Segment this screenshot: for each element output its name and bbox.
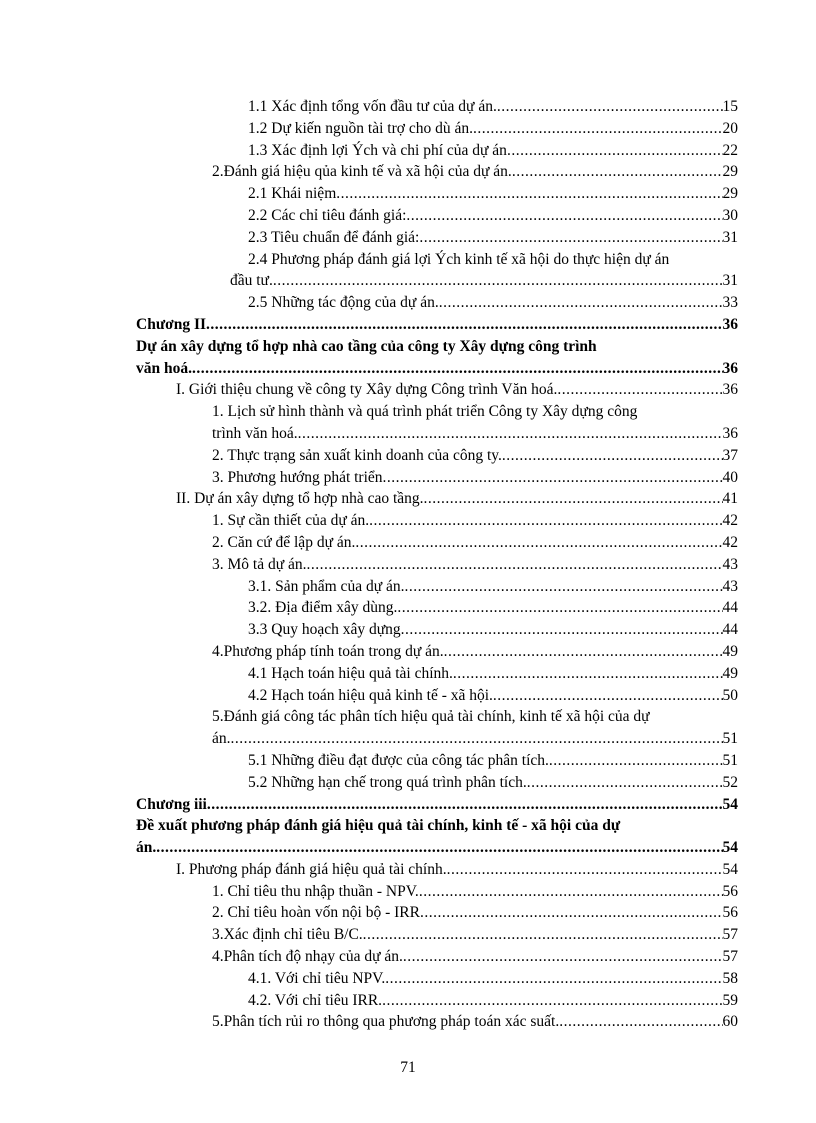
toc-line bbox=[192, 990, 738, 1012]
toc-page-number: 40 bbox=[722, 468, 738, 486]
toc-leader-dots bbox=[502, 445, 723, 467]
toc-leader-dots bbox=[382, 990, 722, 1012]
toc-line bbox=[174, 706, 738, 728]
toc-leader-dots bbox=[385, 968, 722, 990]
toc-line bbox=[174, 902, 738, 924]
toc-title: đầu tư. bbox=[230, 272, 273, 290]
toc-leader-dots bbox=[447, 859, 723, 881]
toc-page-number: 43 bbox=[722, 577, 738, 595]
toc-leader-dots bbox=[424, 488, 723, 510]
toc-title: 1. Chỉ tiêu thu nhập thuần - NPV. bbox=[212, 882, 419, 900]
toc-entry bbox=[136, 772, 738, 794]
toc-line bbox=[192, 597, 738, 619]
toc-page-number: 42 bbox=[722, 512, 738, 530]
toc-title: 2.3 Tiêu chuẩn để đánh giá: bbox=[248, 228, 420, 246]
toc-line bbox=[174, 924, 738, 946]
toc-title: 4.2. Với chỉ tiêu IRR. bbox=[248, 991, 383, 1009]
toc-chapter-entry bbox=[136, 815, 738, 859]
toc-chapter-entry bbox=[136, 314, 738, 336]
toc-entry bbox=[136, 902, 738, 924]
toc-leader-dots bbox=[404, 576, 722, 598]
toc-line bbox=[136, 837, 738, 859]
toc-line bbox=[192, 249, 738, 271]
toc-line bbox=[192, 292, 738, 314]
toc-title: trình văn hoá. bbox=[212, 424, 298, 442]
toc-line bbox=[136, 794, 738, 816]
toc-line bbox=[174, 532, 738, 554]
toc-page-number: 33 bbox=[722, 294, 738, 312]
toc-page-number: 54 bbox=[722, 839, 738, 857]
toc-page-number: 30 bbox=[722, 206, 738, 224]
toc-page-number: 57 bbox=[722, 948, 738, 966]
toc-entry bbox=[136, 946, 738, 968]
toc-chapter-entry bbox=[136, 794, 738, 816]
toc-title: 2.4 Phương pháp đánh giá lợi Ých kinh tế xã hội do thực hiện dự án bbox=[248, 250, 670, 268]
toc-title: 2.5 Những tác động của dự án. bbox=[248, 294, 439, 312]
toc-entry bbox=[136, 445, 738, 467]
toc-entry bbox=[136, 554, 738, 576]
toc-line bbox=[192, 270, 738, 292]
toc-title: I. Giới thiệu chung về công ty Xây dựng Công trình Văn hoá. bbox=[176, 381, 558, 399]
toc-entry bbox=[136, 619, 738, 641]
toc-leader-dots bbox=[453, 663, 723, 685]
page-number: 71 bbox=[400, 1059, 416, 1076]
toc-page-number: 51 bbox=[722, 730, 738, 748]
toc-leader-dots bbox=[403, 946, 723, 968]
toc-page-number: 29 bbox=[722, 185, 738, 203]
toc-entry bbox=[136, 706, 738, 750]
toc-page-number: 44 bbox=[722, 599, 738, 617]
toc-title: 5.Phân tích rủi ro thông qua phương pháp toán xác suất. bbox=[212, 1013, 560, 1031]
toc-title: 3.3 Quy hoạch xây dựng bbox=[248, 621, 401, 639]
toc-title: Dự án xây dựng tổ hợp nhà cao tầng của công ty Xây dựng công trình bbox=[136, 337, 597, 355]
toc-line bbox=[174, 401, 738, 423]
toc-line bbox=[136, 358, 738, 380]
toc-title: 2. Thực trạng sản xuất kinh doanh của công ty. bbox=[212, 446, 502, 464]
toc-leader-dots bbox=[527, 772, 723, 794]
toc-page-number: 57 bbox=[722, 926, 738, 944]
toc-page-number: 49 bbox=[722, 642, 738, 660]
toc-page-number: 51 bbox=[722, 751, 738, 769]
toc-line bbox=[174, 728, 738, 750]
toc-entry bbox=[136, 1011, 738, 1033]
toc-title: 1.1 Xác định tổng vốn đầu tư của dự án. bbox=[248, 98, 497, 115]
toc-entry bbox=[136, 859, 738, 881]
toc-page-number: 49 bbox=[722, 664, 738, 682]
toc-title: 1. Lịch sử hình thành và quá trình phát triển Công ty Xây dựng công bbox=[212, 403, 638, 421]
toc-leader-dots bbox=[419, 227, 722, 249]
toc-title: 3.2. Địa điểm xây dùng. bbox=[248, 599, 398, 617]
toc-leader-dots bbox=[473, 118, 723, 140]
toc-leader-dots bbox=[355, 532, 722, 554]
toc-title: 1.3 Xác định lợi Ých và chi phí của dự án bbox=[248, 141, 507, 159]
toc-line bbox=[192, 118, 738, 140]
toc-title: II. Dự án xây dựng tổ hợp nhà cao tầng. bbox=[176, 490, 424, 508]
toc-entry bbox=[136, 663, 738, 685]
toc-leader-dots bbox=[273, 270, 723, 292]
toc-entry bbox=[136, 968, 738, 990]
toc-page-number: 29 bbox=[722, 163, 738, 181]
toc-page-number: 31 bbox=[722, 272, 738, 290]
toc-entry bbox=[136, 227, 738, 249]
toc-leader-dots bbox=[207, 794, 723, 816]
toc-entry bbox=[136, 140, 738, 162]
toc-title: 4.Phương pháp tính toán trong dự án. bbox=[212, 642, 444, 660]
toc-leader-dots bbox=[156, 837, 722, 859]
toc-leader-dots bbox=[363, 924, 723, 946]
toc-leader-dots bbox=[369, 510, 722, 532]
toc-page-number: 36 bbox=[722, 359, 738, 377]
toc-title: 3. Mô tả dự án. bbox=[212, 555, 307, 573]
toc-leader-dots bbox=[419, 881, 723, 903]
toc-page-number: 50 bbox=[722, 686, 738, 704]
table-of-contents bbox=[136, 96, 738, 1033]
toc-line bbox=[192, 140, 738, 162]
toc-entry bbox=[136, 118, 738, 140]
toc-page-number: 52 bbox=[722, 773, 738, 791]
toc-title: Chương iii bbox=[136, 795, 207, 813]
toc-title: 3.1. Sản phẩm của dự án. bbox=[248, 577, 405, 595]
toc-line bbox=[192, 663, 738, 685]
toc-leader-dots bbox=[420, 902, 723, 924]
toc-entry bbox=[136, 510, 738, 532]
toc-entry bbox=[136, 401, 738, 445]
toc-title: 4.1. Với chỉ tiêu NPV. bbox=[248, 969, 386, 987]
toc-chapter-entry bbox=[136, 336, 738, 380]
toc-entry bbox=[136, 205, 738, 227]
toc-entry bbox=[136, 292, 738, 314]
toc-leader-dots bbox=[549, 750, 723, 772]
toc-line bbox=[192, 205, 738, 227]
toc-title: 4.1 Hạch toán hiệu quả tài chính. bbox=[248, 664, 453, 682]
toc-leader-dots bbox=[497, 96, 723, 118]
toc-leader-dots bbox=[559, 1011, 722, 1033]
toc-line bbox=[174, 161, 738, 183]
toc-page-number: 54 bbox=[722, 795, 738, 813]
toc-entry bbox=[136, 576, 738, 598]
toc-line bbox=[136, 815, 738, 837]
toc-line bbox=[192, 576, 738, 598]
toc-leader-dots bbox=[192, 358, 723, 380]
toc-line bbox=[192, 772, 738, 794]
toc-line bbox=[156, 488, 738, 510]
toc-entry bbox=[136, 924, 738, 946]
toc-leader-dots bbox=[439, 292, 723, 314]
toc-line bbox=[174, 445, 738, 467]
toc-entry bbox=[136, 532, 738, 554]
toc-line bbox=[174, 641, 738, 663]
toc-leader-dots bbox=[401, 619, 723, 641]
toc-entry bbox=[136, 96, 738, 118]
toc-leader-dots bbox=[231, 728, 723, 750]
toc-title: I. Phương pháp đánh giá hiệu quả tài chính. bbox=[176, 860, 447, 878]
toc-page-number: 36 bbox=[722, 315, 738, 333]
toc-title: 5.1 Những điều đạt được của công tác phân tích. bbox=[248, 751, 549, 769]
toc-title: 4.2 Hạch toán hiệu quả kinh tế - xã hội. bbox=[248, 686, 493, 704]
toc-line bbox=[136, 336, 738, 358]
toc-entry bbox=[136, 488, 738, 510]
toc-title: án. bbox=[212, 730, 231, 748]
toc-page-number: 36 bbox=[722, 381, 738, 399]
toc-line bbox=[174, 467, 738, 489]
toc-line bbox=[174, 554, 738, 576]
toc-page-number: 37 bbox=[722, 446, 738, 464]
toc-leader-dots bbox=[383, 467, 723, 489]
toc-title: 2. Chỉ tiêu hoàn vốn nội bộ - IRR bbox=[212, 904, 420, 922]
toc-entry bbox=[136, 641, 738, 663]
toc-page-number: 43 bbox=[722, 555, 738, 573]
toc-entry bbox=[136, 183, 738, 205]
toc-leader-dots bbox=[336, 183, 722, 205]
toc-title: 4.Phân tích độ nhạy của dự án. bbox=[212, 948, 403, 966]
toc-line bbox=[192, 227, 738, 249]
toc-leader-dots bbox=[557, 379, 722, 401]
toc-page-number: 22 bbox=[722, 141, 738, 159]
toc-line bbox=[192, 619, 738, 641]
toc-page-number: 31 bbox=[722, 228, 738, 246]
toc-entry bbox=[136, 249, 738, 293]
toc-entry bbox=[136, 685, 738, 707]
toc-line bbox=[156, 379, 738, 401]
toc-page-number: 60 bbox=[722, 1013, 738, 1031]
toc-title: 2.1 Khái niệm bbox=[248, 185, 337, 203]
toc-line bbox=[174, 881, 738, 903]
toc-leader-dots bbox=[397, 597, 722, 619]
toc-page-number: 44 bbox=[722, 621, 738, 639]
toc-page-number: 59 bbox=[722, 991, 738, 1009]
toc-title: 5.2 Những hạn chế trong quá trình phân tích. bbox=[248, 773, 527, 791]
toc-leader-dots bbox=[512, 161, 723, 183]
toc-line bbox=[192, 183, 738, 205]
toc-page-number: 56 bbox=[722, 882, 738, 900]
toc-leader-dots bbox=[298, 423, 723, 445]
toc-entry bbox=[136, 750, 738, 772]
toc-entry bbox=[136, 379, 738, 401]
toc-line bbox=[136, 314, 738, 336]
toc-page-number: 15 bbox=[722, 98, 738, 115]
toc-leader-dots bbox=[444, 641, 723, 663]
toc-title: Chương II bbox=[136, 315, 207, 333]
toc-line bbox=[174, 1011, 738, 1033]
toc-title: án. bbox=[136, 839, 157, 857]
toc-line bbox=[192, 685, 738, 707]
toc-line bbox=[174, 510, 738, 532]
toc-line bbox=[174, 946, 738, 968]
toc-entry bbox=[136, 881, 738, 903]
toc-title: 1.2 Dự kiến nguồn tài trợ cho dù án. bbox=[248, 119, 473, 137]
toc-page-number: 20 bbox=[722, 119, 738, 137]
toc-leader-dots bbox=[307, 554, 723, 576]
toc-title: 5.Đánh giá công tác phân tích hiệu quả tài chính, kinh tế xã hội của dự bbox=[212, 708, 650, 726]
toc-entry bbox=[136, 597, 738, 619]
toc-page-number: 42 bbox=[722, 533, 738, 551]
toc-title: 3. Phương hướng phát triển bbox=[212, 468, 383, 486]
toc-entry bbox=[136, 161, 738, 183]
toc-line bbox=[156, 859, 738, 881]
toc-line bbox=[192, 750, 738, 772]
toc-title: văn hoá. bbox=[136, 359, 192, 377]
toc-title: 2. Căn cứ để lập dự án. bbox=[212, 533, 356, 551]
toc-leader-dots bbox=[493, 685, 723, 707]
toc-line bbox=[174, 423, 738, 445]
toc-page-number: 36 bbox=[722, 424, 738, 442]
toc-page-number: 54 bbox=[722, 860, 738, 878]
toc-title: 3.Xác định chỉ tiêu B/C. bbox=[212, 926, 363, 944]
toc-leader-dots bbox=[507, 140, 723, 162]
toc-page-number: 41 bbox=[722, 490, 738, 508]
toc-line bbox=[192, 968, 738, 990]
toc-title: Đề xuất phương pháp đánh giá hiệu quả tài chính, kinh tế - xã hội của dự bbox=[136, 817, 621, 835]
toc-entry bbox=[136, 990, 738, 1012]
toc-entry bbox=[136, 467, 738, 489]
toc-page-number: 58 bbox=[722, 969, 738, 987]
toc-title: 2.Đánh giá hiệu qủa kinh tế và xã hội của dự án. bbox=[212, 163, 512, 181]
toc-leader-dots bbox=[406, 205, 722, 227]
toc-title: 2.2 Các chỉ tiêu đánh giá: bbox=[248, 206, 407, 224]
toc-page-number: 56 bbox=[722, 904, 738, 922]
toc-title: 1. Sự cần thiết của dự án. bbox=[212, 512, 370, 530]
toc-line bbox=[192, 96, 738, 118]
toc-leader-dots bbox=[206, 314, 722, 336]
